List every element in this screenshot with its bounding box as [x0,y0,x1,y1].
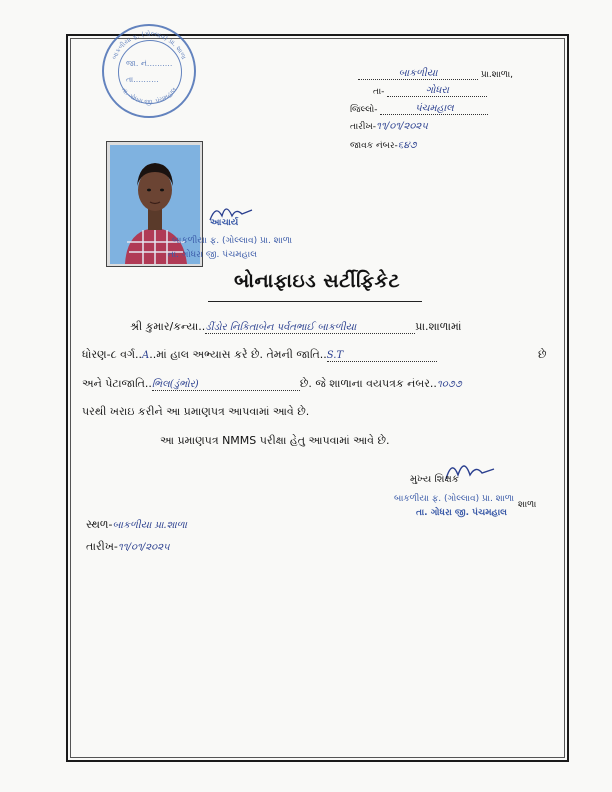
photo-seal-school: બાકળીયા ફ. (ગોલ્લાવ) પ્રા. શાળા [172,236,293,246]
footer-place-value: બાકળીયા પ્રા.શાળા [112,520,187,531]
body-l3-prefix: અને પેટાજાતિ.. [82,377,152,390]
header-date-line [350,121,428,132]
photo-seal-role: આચાર્ય [210,218,239,228]
body-line-5: આ પ્રમાણપત્ર NMMS પરીક્ષા હેતુ આપવામાં આવે છે. [160,434,390,447]
footer-place-line [86,518,187,532]
stamp-top-text: બાકળીયા ફ. (ગોલ્લાવ) પ્રા. શાળા [110,29,188,61]
stamp-number-line: જા. નં.......... [126,59,173,68]
headmaster-seal-school: બાકળીયા ફ. (ગોલ્લાવ) પ્રા. શાળા [394,494,515,504]
body-l3-mid: છે. જે શાળાના વયપત્રક નંબર.. [299,377,437,390]
svg-text:બાકળીયા ફ. (ગોલ્લાવ) પ્રા. શાળ [110,30,188,61]
header-district-value: પંચમહાલ [415,103,454,114]
header-outward-line [350,140,417,151]
body-l2-prefix: ધોરણ-૮ વર્ગ.. [82,348,143,361]
body-l1-prefix: શ્રી કુમાર/કન્યા.. [130,320,206,333]
header-taluka-label: તા- [373,87,385,97]
body-line-4: પરથી ખરાઇ કરીને આ પ્રમાણપત્ર આપવામાં આવે છે. [82,405,310,418]
photo-seal-place: તા. ગોધરા જી. પંચમહાલ [168,250,258,260]
header-school-line [358,68,513,80]
body-line-1 [130,320,461,334]
certificate-title: બોનાફાઇડ સર્ટીફિકેટ [233,270,400,292]
header-district-label: જિલ્લો- [350,105,378,115]
stamp-ring-text [102,24,196,118]
body-l2-mid: ..માં હાલ અભ્યાસ કરે છે. તેમની જાતિ.. [149,348,327,361]
header-district-line [350,103,488,115]
student-subcaste: ભિલ(ડુંભોર) [151,379,199,390]
header-outward-label: જાવક નંબર- [350,141,398,151]
headmaster-seal-place: તા. ગોધરા જી. પંચમહાલ [416,508,507,518]
student-class: A [142,350,150,361]
header-school-suffix: પ્રા.શાળા, [480,70,514,80]
footer-place-label: સ્થળ- [86,518,113,531]
student-caste: S.T [326,350,344,361]
footer-date-value: ૧૧/૦૧/૨૦૨૫ [117,542,170,553]
student-photo [106,141,203,267]
svg-text:તા. ગોધરા જી. પંચમહાલ [120,86,179,106]
body-line-3 [82,377,462,391]
stamp-date-line: તા.......... [126,75,159,84]
student-register-number: ૧૦૭૭ [436,379,462,390]
title-underline [208,301,422,302]
round-stamp [102,24,196,118]
body-l1-suffix: પ્રા.શાળામાં [415,320,462,333]
footer-date-line [86,540,170,554]
student-name: ડીંડોર નિકિતાબેન પર્વતભાઈ બાકળીયા [205,322,357,333]
header-date-label: તારીખ- [350,122,377,132]
headmaster-role: મુખ્ય શિક્ષક [410,474,459,485]
headmaster-seal-tail: શાળા [518,500,537,510]
header-outward-value: ૬૪૭ [397,140,417,151]
header-taluka-value: ગોધરા [425,85,449,96]
header-school-value: બાકળીયા [398,68,438,79]
header-date-value: ૧૧/૦૧/૨૦૨૫ [376,121,428,132]
header-taluka-line [373,85,487,97]
footer-date-label: તારીખ- [86,540,118,553]
body-line-2 [82,348,437,362]
body-l2-suffix: છે [538,348,547,361]
stamp-bottom-text: તા. ગોધરા જી. પંચમહાલ [119,85,179,106]
